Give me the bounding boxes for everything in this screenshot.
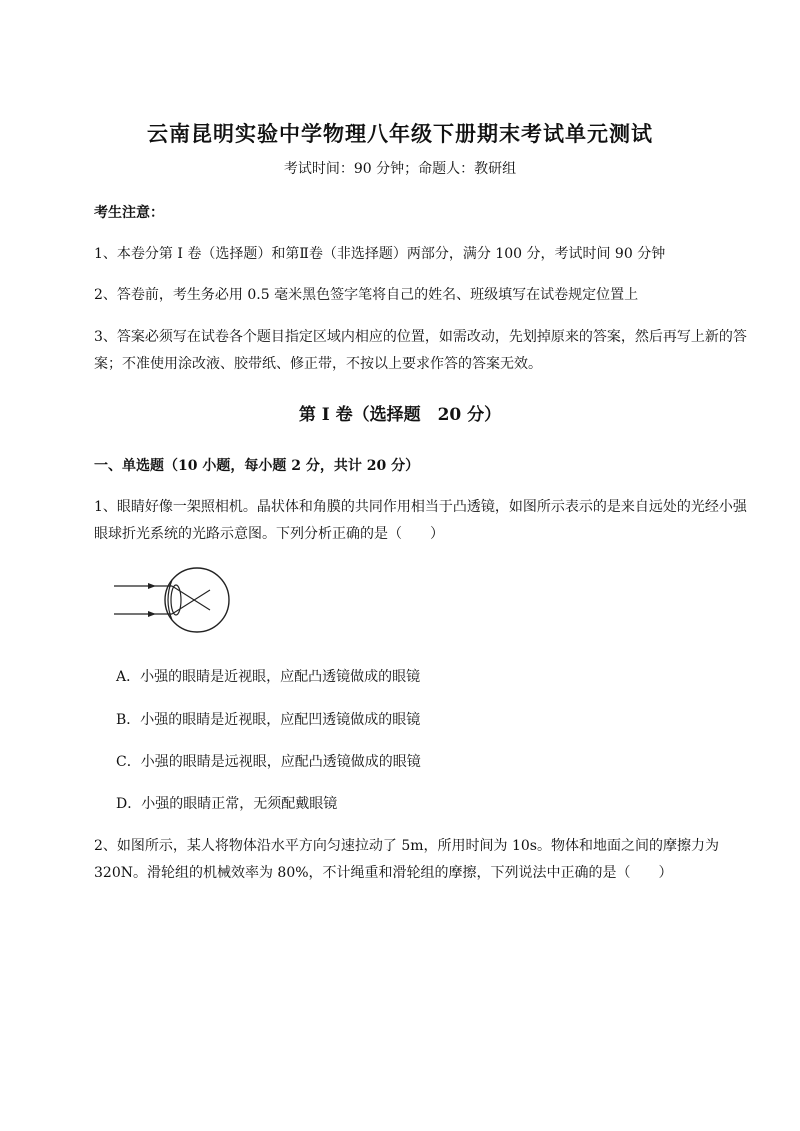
option-c: C．小强的眼睛是远视眼，应配凸透镜做成的眼镜 — [116, 754, 421, 770]
option-d: D．小强的眼睛正常，无须配戴眼镜 — [116, 796, 338, 812]
notice-item-2: 2、答卷前，考生务必用 0.5 毫米黑色签字笔将自己的姓名、班级填写在试卷规定位置上 — [94, 287, 639, 303]
notice-item-1: 1、本卷分第 I 卷（选择题）和第Ⅱ卷（非选择题）两部分，满分 100 分，考试时间 90 分钟 — [94, 246, 666, 262]
page-title: 云南昆明实验中学物理八年级下册期末考试单元测试 — [147, 121, 653, 146]
question-1-stem: 1、眼睛好像一架照相机。晶状体和角膜的共同作用相当于凸透镜，如图所示表示的是来自远处的光经小强眼球折光系统的光路示意图。下列分析正确的是（ ） — [94, 499, 747, 542]
option-a: A．小强的眼睛是近视眼，应配凸透镜做成的眼镜 — [116, 669, 421, 685]
eye-light-path-diagram-icon — [112, 562, 232, 642]
exam-info: 考试时间：90 分钟；命题人：教研组 — [283, 161, 517, 177]
part-heading: 一、单选题（10 小题，每小题 2 分，共计 20 分） — [94, 458, 420, 474]
notice-heading: 考生注意： — [94, 205, 164, 221]
notice-item-3: 3、答案必须写在试卷各个题目指定区域内相应的位置，如需改动，先划掉原来的答案，然后再写上新的答案；不准使用涂改液、胶带纸、修正带，不按以上要求作答的答案无效。 — [94, 329, 747, 372]
section-title: 第 I 卷（选择题 20 分） — [298, 405, 502, 425]
question-2-stem: 2、如图所示，某人将物体沿水平方向匀速拉动了 5m，所用时间为 10s。物体和地面之间的摩擦力为 320N。滑轮组的机械效率为 80%，不计绳重和滑轮组的摩擦，下列说法中正确的是（ ） — [94, 838, 719, 881]
option-b: B．小强的眼睛是近视眼，应配凹透镜做成的眼镜 — [116, 712, 421, 728]
